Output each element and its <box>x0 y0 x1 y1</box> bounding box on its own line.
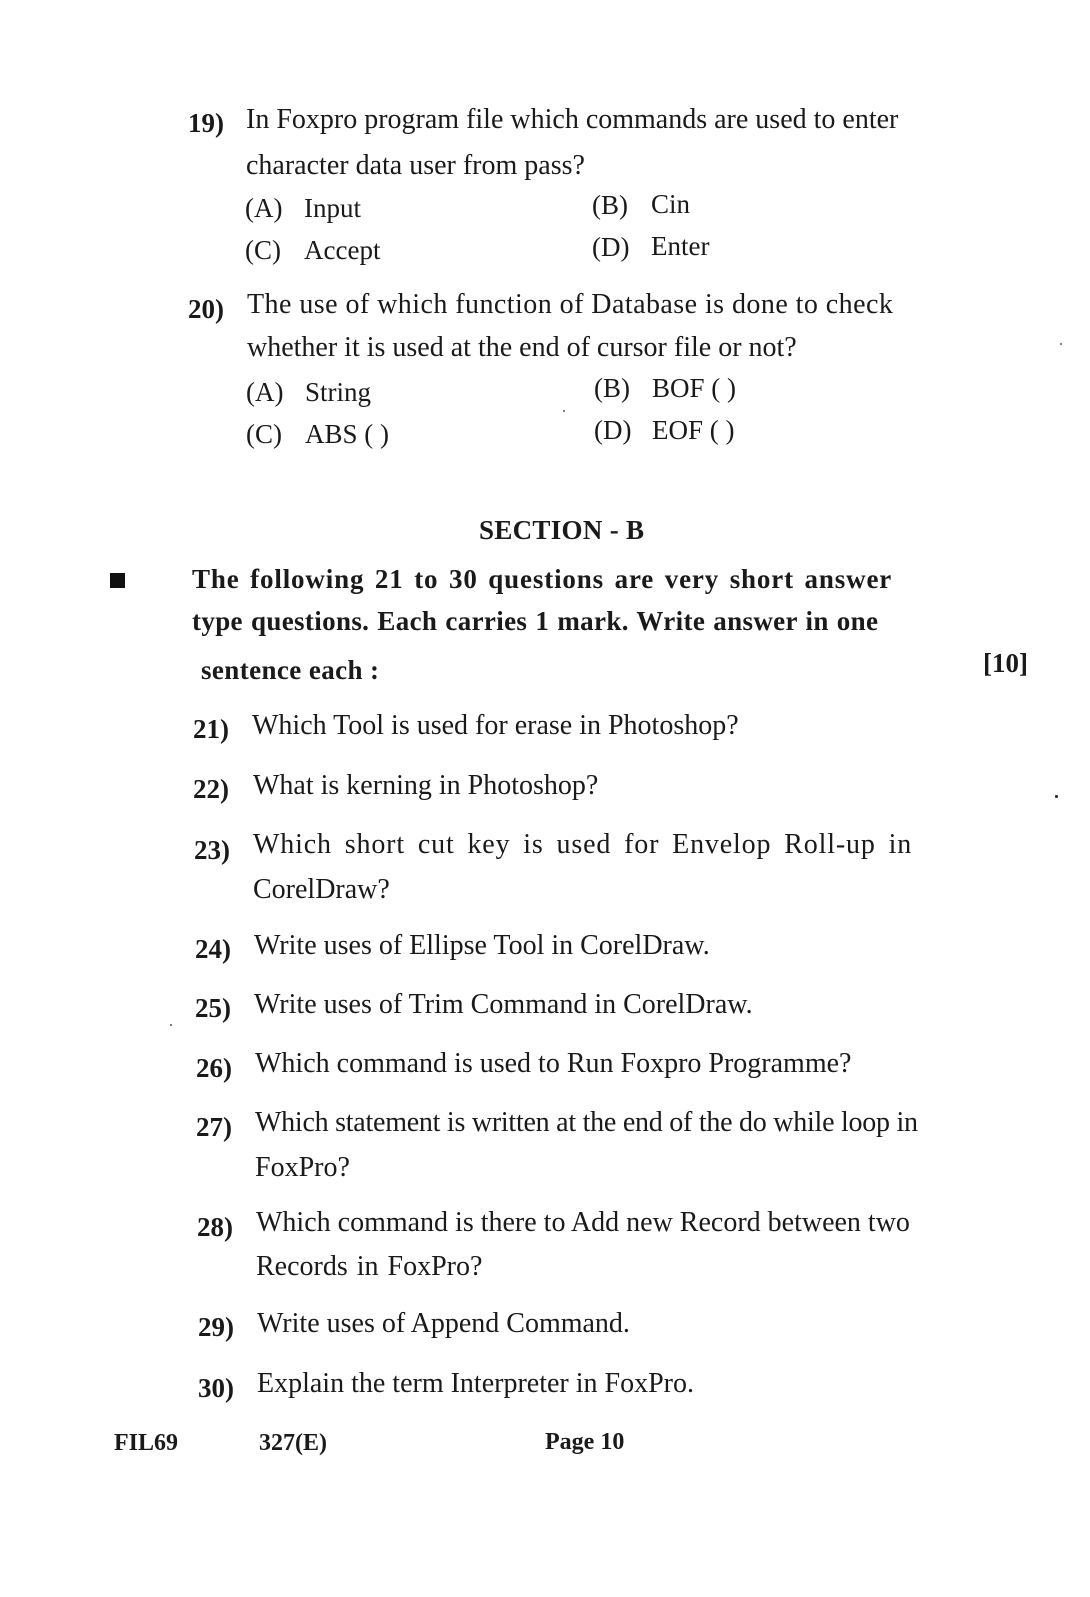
scan-speck <box>1060 343 1062 345</box>
question-number: 30) <box>198 1373 234 1403</box>
question-number: 20) <box>188 294 224 324</box>
question-text-line: Which command is there to Add new Record between two <box>256 1207 910 1238</box>
instruction-line: The following 21 to 30 questions are very short answer <box>192 564 893 594</box>
scan-speck <box>170 1024 172 1026</box>
option-label: (D) <box>594 415 632 445</box>
option-text: Cin <box>651 189 691 219</box>
option-text: EOF ( ) <box>652 415 735 445</box>
question-text-line: The use of which function of Database is done to check <box>247 289 894 320</box>
option-label: (B) <box>592 190 628 220</box>
paper-code: FIL69 <box>114 1430 179 1456</box>
scan-speck <box>563 410 565 412</box>
question-text-line: Which short cut key is used for Envelop Roll-up in <box>253 829 913 860</box>
bullet-icon <box>110 573 125 588</box>
option-text: ABS ( ) <box>305 419 390 449</box>
question-number: 26) <box>196 1053 232 1083</box>
option-label: (B) <box>594 373 630 403</box>
question-number: 21) <box>193 714 229 744</box>
question-text-line: Write uses of Trim Command in CorelDraw. <box>254 989 753 1020</box>
question-number: 24) <box>195 934 231 964</box>
question-text-line: character data user from pass? <box>246 150 585 181</box>
question-number: 19) <box>188 108 224 138</box>
question-text-line: Explain the term Interpreter in FoxPro. <box>257 1368 694 1399</box>
marks-badge: [10] <box>983 648 1028 678</box>
page-number: Page 10 <box>545 1429 625 1455</box>
option-text: String <box>305 377 372 407</box>
question-text-line: FoxPro? <box>255 1152 350 1183</box>
option-text: Enter <box>651 231 710 261</box>
question-number: 29) <box>198 1312 234 1342</box>
question-number: 28) <box>197 1212 233 1242</box>
scan-speck <box>1055 795 1058 798</box>
option-text: BOF ( ) <box>652 373 737 403</box>
question-text-line: Which statement is written at the end of the do while loop in <box>255 1107 918 1138</box>
option-text: Accept <box>304 235 381 265</box>
question-text-line: CorelDraw? <box>253 874 390 905</box>
question-number: 25) <box>195 993 231 1023</box>
option-label: (A) <box>245 193 283 223</box>
paper-number: 327(E) <box>259 1430 327 1456</box>
question-text-line: whether it is used at the end of cursor file or not? <box>247 332 797 363</box>
question-text-line: What is kerning in Photoshop? <box>253 770 599 801</box>
instruction-line: sentence each : <box>201 655 380 685</box>
question-text-line: In Foxpro program file which commands are used to enter <box>246 104 899 135</box>
question-number: 23) <box>194 835 230 865</box>
instruction-line: type questions. Each carries 1 mark. Write answer in one <box>192 606 879 636</box>
question-text-line: Write uses of Ellipse Tool in CorelDraw. <box>254 930 710 961</box>
section-title: SECTION - B <box>479 515 645 545</box>
question-text-line: Which command is used to Run Foxpro Programme? <box>255 1048 852 1079</box>
option-text: Input <box>304 193 361 223</box>
option-label: (A) <box>246 377 284 407</box>
option-label: (D) <box>592 232 630 262</box>
question-text-line: Which Tool is used for erase in Photoshop? <box>252 710 739 741</box>
option-label: (C) <box>246 419 282 449</box>
question-number: 22) <box>193 774 229 804</box>
question-number: 27) <box>196 1112 232 1142</box>
question-text-line: Write uses of Append Command. <box>257 1308 630 1339</box>
question-text-line: Records in FoxPro? <box>256 1251 483 1282</box>
option-label: (C) <box>245 235 281 265</box>
